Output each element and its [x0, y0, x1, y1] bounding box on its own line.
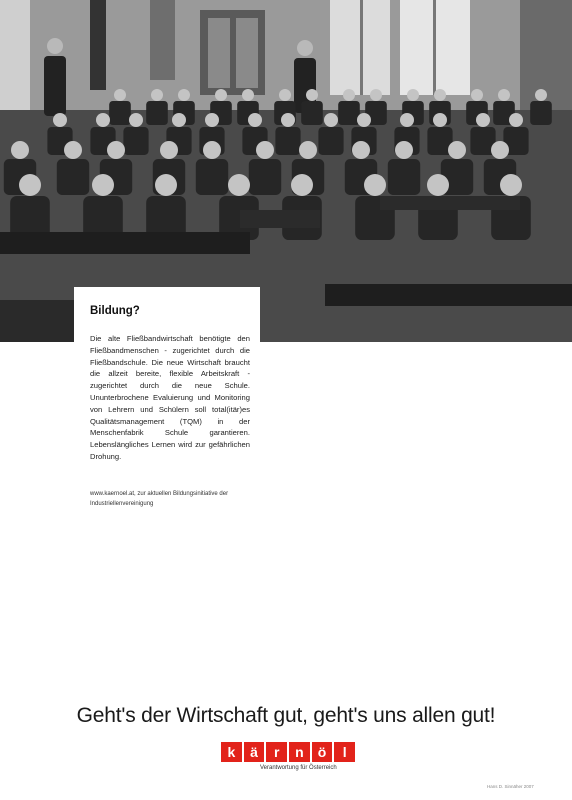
article-source: www.kaernoel.at, zur aktuellen Bildungsinitiative der Industriellenvereinigung: [90, 490, 229, 508]
student-head: [395, 141, 413, 159]
student-body: [57, 159, 89, 195]
student-body: [275, 127, 300, 155]
student-head: [203, 141, 221, 159]
article-box: [74, 287, 260, 557]
student-head: [352, 141, 370, 159]
student-head: [498, 89, 510, 101]
student-body: [196, 159, 228, 195]
student-head: [364, 174, 386, 196]
student-head: [92, 174, 114, 196]
article-title: Bildung?: [90, 305, 140, 317]
student-body: [530, 101, 552, 125]
student-head: [281, 113, 295, 127]
student-head: [19, 174, 41, 196]
student-head: [370, 89, 382, 101]
student-head: [151, 89, 163, 101]
student-head: [433, 113, 447, 127]
student-head: [279, 89, 291, 101]
student-head: [306, 89, 318, 101]
student-body: [338, 101, 360, 125]
student-head: [535, 89, 547, 101]
student-body: [301, 101, 323, 125]
student-head: [53, 113, 67, 127]
student-head: [434, 89, 446, 101]
student-head: [64, 141, 82, 159]
student-head: [11, 141, 29, 159]
logo-letter: n: [289, 742, 310, 762]
student-head: [299, 141, 317, 159]
student-head: [172, 113, 186, 127]
student-head: [343, 89, 355, 101]
artist-credit: Hans D. Sinnäher 2007: [487, 784, 534, 789]
student-head: [215, 89, 227, 101]
student-body: [388, 159, 420, 195]
student-head: [291, 174, 313, 196]
student-head: [407, 89, 419, 101]
student-head: [500, 174, 522, 196]
student-head: [155, 174, 177, 196]
student-head: [160, 141, 178, 159]
article-body: Die alte Fließbandwirtschaft benötigte den Fließbandmenschen - zugerichtet durch die Fließbandschule. Die neue Wirtschaft braucht die allzeit bereite, flexible Arbeitskraft - zugerichtet durch die neue Schule. Ununterbrochene Evaluierung und Monitoring von Lehrern und Schülern soll total(itär)es Qualitätsmanagement (TQM) in der Menschenfabrik Schule garantieren. Lebenslängliches Lernen wird zur gefährlichen Drohung.: [90, 334, 250, 461]
student-head: [427, 174, 449, 196]
student-head: [324, 113, 338, 127]
student-head: [471, 89, 483, 101]
student-head: [248, 113, 262, 127]
student-head: [400, 113, 414, 127]
student-body: [123, 127, 148, 155]
kaernoel-logo: [221, 742, 355, 762]
student-body: [249, 159, 281, 195]
student-head: [256, 141, 274, 159]
student-head: [107, 141, 125, 159]
logo-tagline: Verantwortung für Österreich: [260, 765, 337, 771]
student-head: [509, 113, 523, 127]
student-body: [109, 101, 131, 125]
student-head: [242, 89, 254, 101]
logo-letter: ö: [312, 742, 333, 762]
student-body: [146, 101, 168, 125]
logo-letter: r: [266, 742, 287, 762]
student-head: [491, 141, 509, 159]
student-head: [96, 113, 110, 127]
slogan-headline: Geht's der Wirtschaft gut, geht's uns allen gut!: [76, 704, 496, 727]
student-head: [129, 113, 143, 127]
student-head: [476, 113, 490, 127]
student-head: [228, 174, 250, 196]
logo-letter: ä: [244, 742, 265, 762]
logo-letter: k: [221, 742, 242, 762]
student-head: [178, 89, 190, 101]
student-body: [318, 127, 343, 155]
student-head: [205, 113, 219, 127]
logo-letter: l: [334, 742, 355, 762]
student-head: [448, 141, 466, 159]
student-head: [357, 113, 371, 127]
student-head: [114, 89, 126, 101]
